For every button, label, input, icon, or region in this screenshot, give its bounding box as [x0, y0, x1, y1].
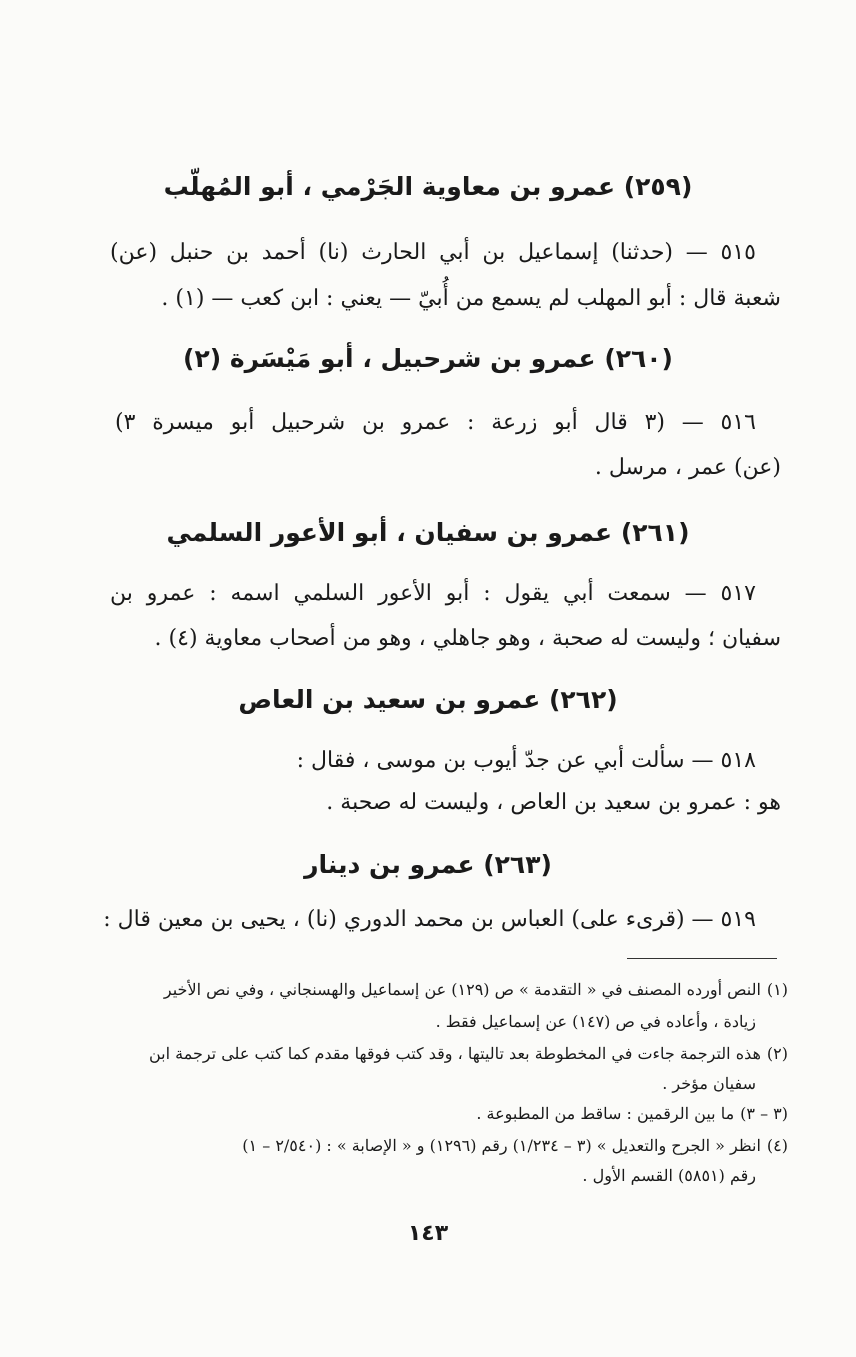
footnote-separator [627, 958, 777, 959]
footnote-1-number: (١) [766, 980, 788, 999]
footnote-3-number: (٣ – ٣) [740, 1104, 788, 1123]
paragraph-516-line-1: ٥١٦ — (٣ قال أبو زرعة : عمرو بن شرحبيل أبو ميسرة ٣) [115, 410, 756, 435]
footnote-4-text: انظر « الجرح والتعديل » (٣ – ١/٢٣٤) رقم (١٢٩٦) و « الإصابة » : (٢/٥٤٠ – ١) [242, 1136, 761, 1155]
footnote-4-number: (٤) [766, 1136, 788, 1155]
paragraph-518-line-1: ٥١٨ — سألت أبي عن جدّ أيوب بن موسى ، فقال : [296, 748, 756, 773]
paragraph-517-line-2: سفيان ؛ وليست له صحبة ، وهو جاهلي ، وهو من أصحاب معاوية (٤) . [154, 626, 781, 651]
section-heading-259: (٢٥٩) عمرو بن معاوية الجَرْمي ، أبو المُهلّب [163, 172, 693, 201]
footnote-1-line-1 [164, 980, 788, 999]
footnote-4-line-2: رقم (٥٨٥١) القسم الأول . [582, 1166, 756, 1185]
paragraph-515-line-2: شعبة قال : أبو المهلب لم يسمع من أُبيّ — يعني : ابن كعب — (١) . [161, 286, 781, 311]
page-number: ١٤٣ [407, 1221, 449, 1246]
paragraph-518-line-2: هو : عمرو بن سعيد بن العاص ، وليست له صحبة . [326, 790, 781, 815]
paragraph-516-line-2: (عن) عمر ، مرسل . [594, 455, 781, 480]
paragraph-515-line-1: ٥١٥ — (حدثنا) إسماعيل بن أبي الحارث (نا) أحمد بن حنبل (عن) [110, 240, 756, 265]
section-heading-261: (٢٦١) عمرو بن سفيان ، أبو الأعور السلمي [166, 518, 690, 547]
footnote-2-line-1 [149, 1044, 788, 1063]
footnote-4-line-1 [242, 1136, 788, 1155]
paragraph-517-line-1: ٥١٧ — سمعت أبي يقول : أبو الأعور السلمي اسمه : عمرو بن [110, 581, 756, 606]
section-heading-262: (٢٦٢) عمرو بن سعيد بن العاص [238, 685, 618, 714]
section-heading-263: (٢٦٣) عمرو بن دينار [304, 850, 552, 879]
footnote-3-line-1 [476, 1104, 788, 1123]
footnote-3-text: ما بين الرقمين : ساقط من المطبوعة . [476, 1104, 735, 1123]
footnote-2-text: هذه الترجمة جاءت في المخطوطة بعد تاليتها ، وقد كتب فوقها مقدم كما كتب على ترجمة ابن [148, 1044, 761, 1063]
footnote-2-line-2: سفيان مؤخر . [662, 1074, 756, 1093]
paragraph-519-line-1: ٥١٩ — (قرىء على) العباس بن محمد الدوري (نا) ، يحيى بن معين قال : [103, 907, 756, 932]
section-heading-260: (٢٦٠) عمرو بن شرحبيل ، أبو مَيْسَرة (٢) [183, 344, 673, 373]
footnote-1-line-2: زيادة ، وأعاده في ص (١٤٧) عن إسماعيل فقط . [435, 1012, 756, 1031]
footnote-1-text: النص أورده المصنف في « التقدمة » ص (١٢٩) عن إسماعيل والهسنجاني ، وفي نص الأخير [163, 980, 761, 999]
footnote-2-number: (٢) [766, 1044, 788, 1063]
